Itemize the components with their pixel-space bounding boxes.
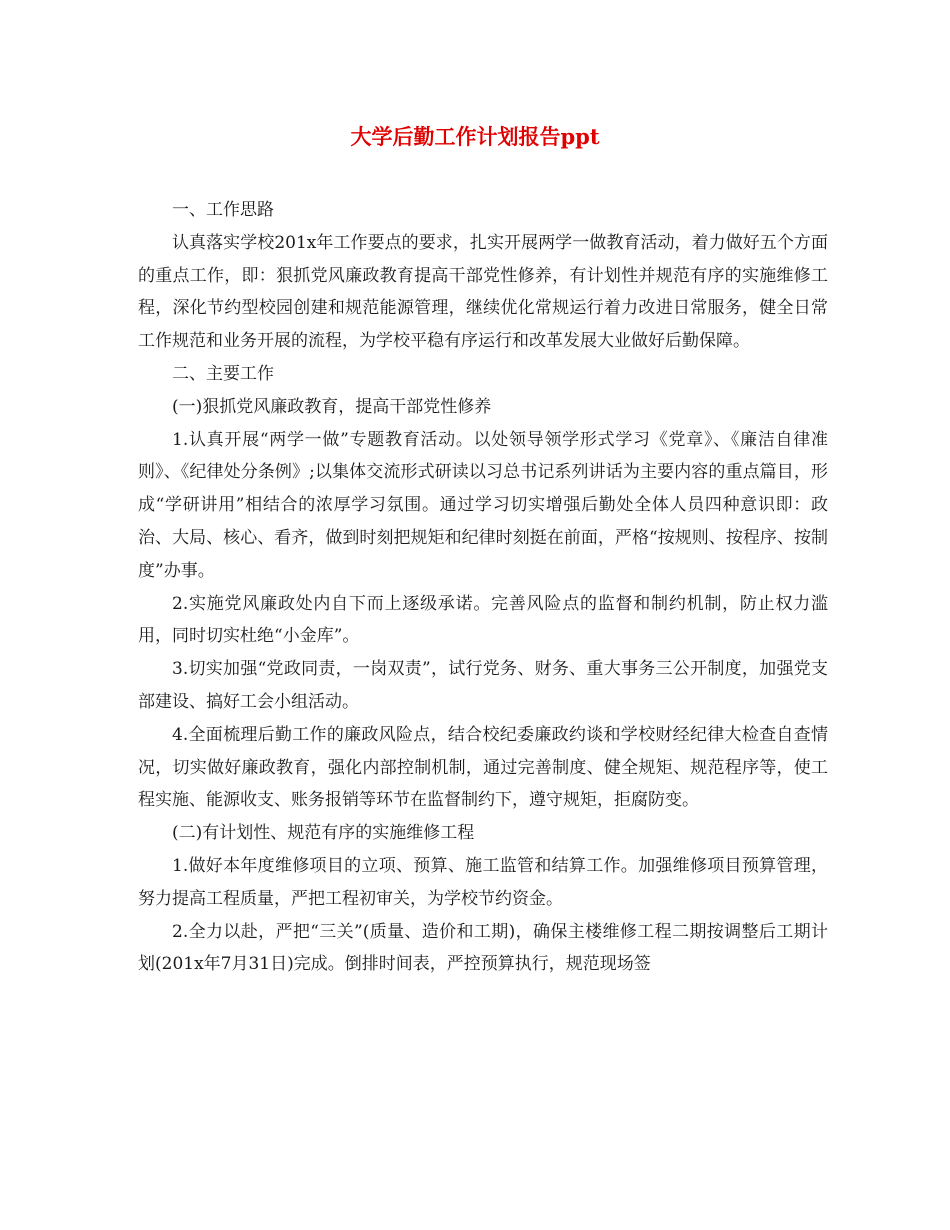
section-heading-2: 二、主要工作 — [172, 363, 274, 384]
paragraph: 2.全力以赴，严把“三关”(质量、造价和工期)，确保主楼维修工程二期按调整后工期计划(201x年7月31日)完成。倒排时间表，严控预算执行，规范现场签 — [138, 921, 828, 975]
paragraph: 2.实施党风廉政处内自下而上逐级承诺。完善风险点的监督和制约机制，防止权力滥用，同时切实杜绝“小金库”。 — [138, 593, 828, 647]
paragraph: 4.全面梳理后勤工作的廉政风险点，结合校纪委廉政约谈和学校财经纪律大检查自查情况，切实做好廉政教育，强化内部控制机制，通过完善制度、健全规矩、规范程序等，使工程实施、能源收支、账务报销等环节在监督制约下，遵守规矩，拒腐防变。 — [138, 724, 828, 811]
subsection-heading-1: (一)狠抓党风廉政教育，提高干部党性修养 — [172, 396, 492, 417]
section-heading-1: 一、工作思路 — [172, 200, 274, 220]
paragraph: 3.切实加强“党政同责，一岗双责”，试行党务、财务、重大事务三公开制度，加强党支部建设、搞好工会小组活动。 — [138, 659, 828, 712]
document-body — [138, 194, 828, 981]
document-title: 大学后勤工作计划报告ppt — [350, 124, 600, 149]
paragraph: 1.认真开展“两学一做”专题教育活动。以处领导领学形式学习《党章》、《廉洁自律准则》、《纪律处分条例》;以集体交流形式研读以习总书记系列讲话为主要内容的重点篇目，形成“学研讲用”相结合的浓厚学习氛围。通过学习切实增强后勤处全体人员四种意识即：政治、大局、核心、看齐，做到时刻把规矩和纪律时刻挺在前面，严格“按规则、按程序、按制度”办事。 — [138, 429, 828, 581]
paragraph: 1.做好本年度维修项目的立项、预算、施工监管和结算工作。加强维修项目预算管理，努力提高工程质量，严把工程初审关，为学校节约资金。 — [138, 855, 828, 909]
paragraph: 认真落实学校201x年工作要点的要求，扎实开展两学一做教育活动，着力做好五个方面的重点工作，即：狠抓党风廉政教育提高干部党性修养，有计划性并规范有序的实施维修工程，深化节约型校园创建和规范能源管理，继续优化常规运行着力改进日常服务，健全日常工作规范和业务开展的流程，为学校平稳有序运行和改革发展大业做好后勤保障。 — [138, 232, 828, 352]
subsection-heading-2: (二)有计划性、规范有序的实施维修工程 — [172, 823, 475, 844]
